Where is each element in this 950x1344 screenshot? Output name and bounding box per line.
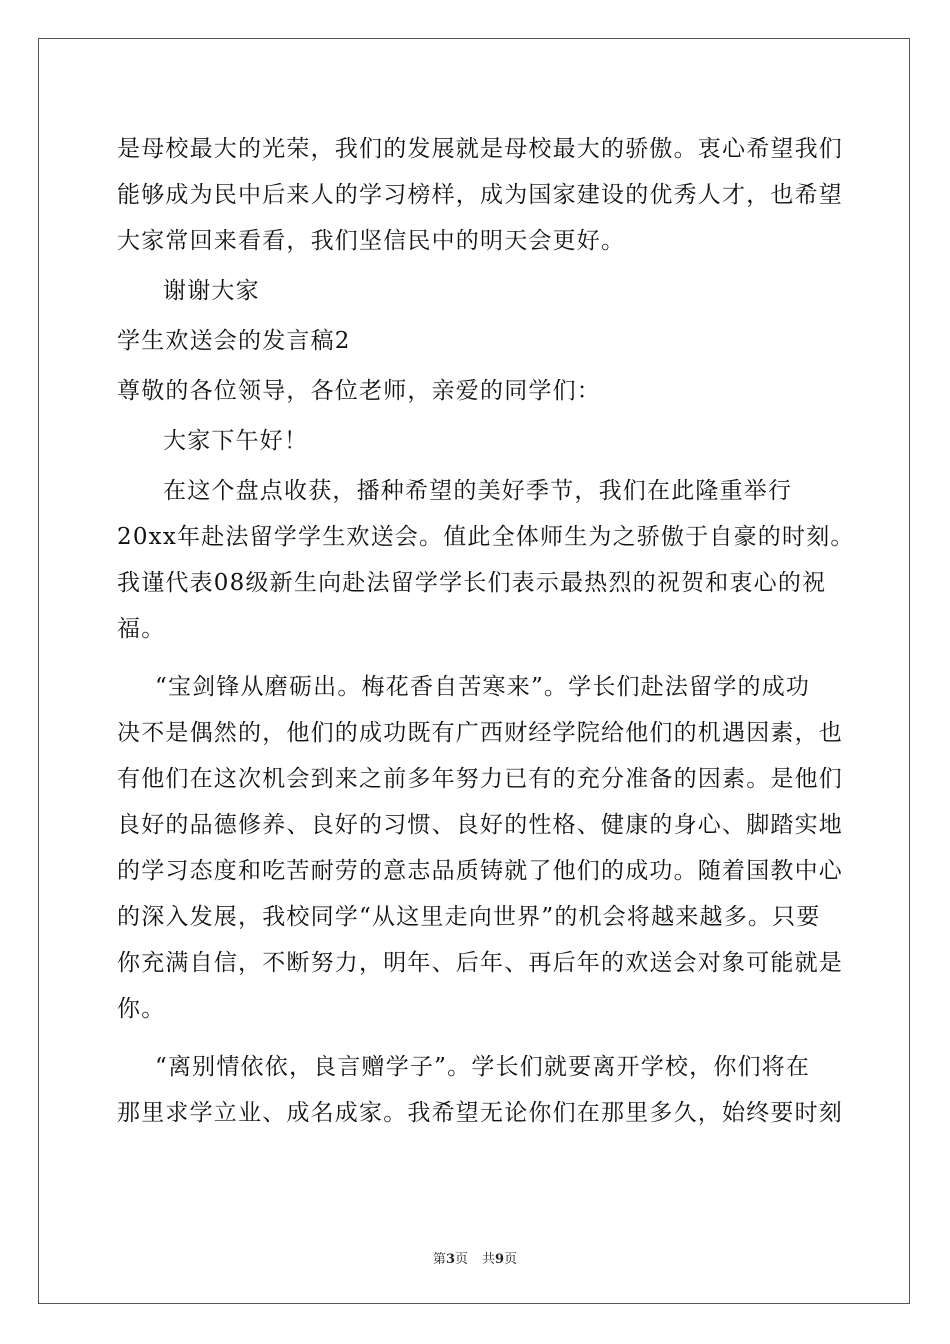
text-line: 你充满自信，不断努力，明年、后年、再后年的欢送会对象可能就是 xyxy=(117,950,843,976)
text-line: “离别情依依，良言赠学子”。学长们就要离开学校，你们将在 xyxy=(155,1054,811,1080)
text-line: 有他们在这次机会到来之前多年努力已有的充分准备的因素。是他们 xyxy=(117,766,843,792)
document-body xyxy=(117,126,855,1136)
footer-page-suffix: 页 xyxy=(454,1252,468,1267)
paragraph-3 xyxy=(117,664,843,1032)
footer-page-prefix: 第 xyxy=(432,1252,446,1267)
paragraph-4 xyxy=(117,1044,843,1136)
text-line: 的学习态度和吃苦耐劳的意志品质铸就了他们的成功。随着国教中心 xyxy=(117,858,843,884)
text-line: 那里求学立业、成名成家。我希望无论你们在那里多久，始终要时刻 xyxy=(117,1100,843,1126)
text-line: 的深入发展，我校同学“从这里走向世界”的机会将越来越多。只要 xyxy=(117,904,821,930)
thanks-line: 谢谢大家 xyxy=(163,278,260,304)
text-line: 在这个盘点收获，播种希望的美好季节，我们在此隆重举行 xyxy=(163,478,793,504)
footer-page-number: 3 xyxy=(445,1252,455,1267)
section-heading: 学生欢送会的发言稿2 xyxy=(117,328,351,354)
page-footer xyxy=(0,1248,950,1267)
text-line: 是母校最大的光荣，我们的发展就是母校最大的骄傲。衷心希望我们 xyxy=(117,136,843,162)
salutation: 尊敬的各位领导，各位老师，亲爱的同学们： xyxy=(117,378,601,404)
greeting: 大家下午好！ xyxy=(163,428,309,454)
text-line: “宝剑锋从磨砺出。梅花香自苦寒来”。学长们赴法留学的成功 xyxy=(155,674,811,700)
text-line: 你。 xyxy=(117,996,166,1022)
paragraph-1 xyxy=(117,126,843,264)
text-line: 决不是偶然的，他们的成功既有广西财经学院给他们的机遇因素，也 xyxy=(117,720,843,746)
text-line: 良好的品德修养、良好的习惯、良好的性格、健康的身心、脚踏实地 xyxy=(117,812,843,838)
footer-total-suffix: 页 xyxy=(504,1252,518,1267)
text-line: 福。 xyxy=(117,616,166,642)
text-line: 大家常回来看看，我们坚信民中的明天会更好。 xyxy=(117,228,626,254)
footer-total-pages: 9 xyxy=(495,1252,505,1267)
text-line: 20xx年赴法留学学生欢送会。值此全体师生为之骄傲于自豪的时刻。 xyxy=(117,524,855,550)
footer-total-prefix: 共 xyxy=(482,1252,496,1267)
text-line: 我谨代表08级新生向赴法留学学长们表示最热烈的祝贺和衷心的祝 xyxy=(117,570,827,596)
paragraph-2 xyxy=(117,468,855,652)
text-line: 能够成为民中后来人的学习榜样，成为国家建设的优秀人才，也希望 xyxy=(117,182,843,208)
